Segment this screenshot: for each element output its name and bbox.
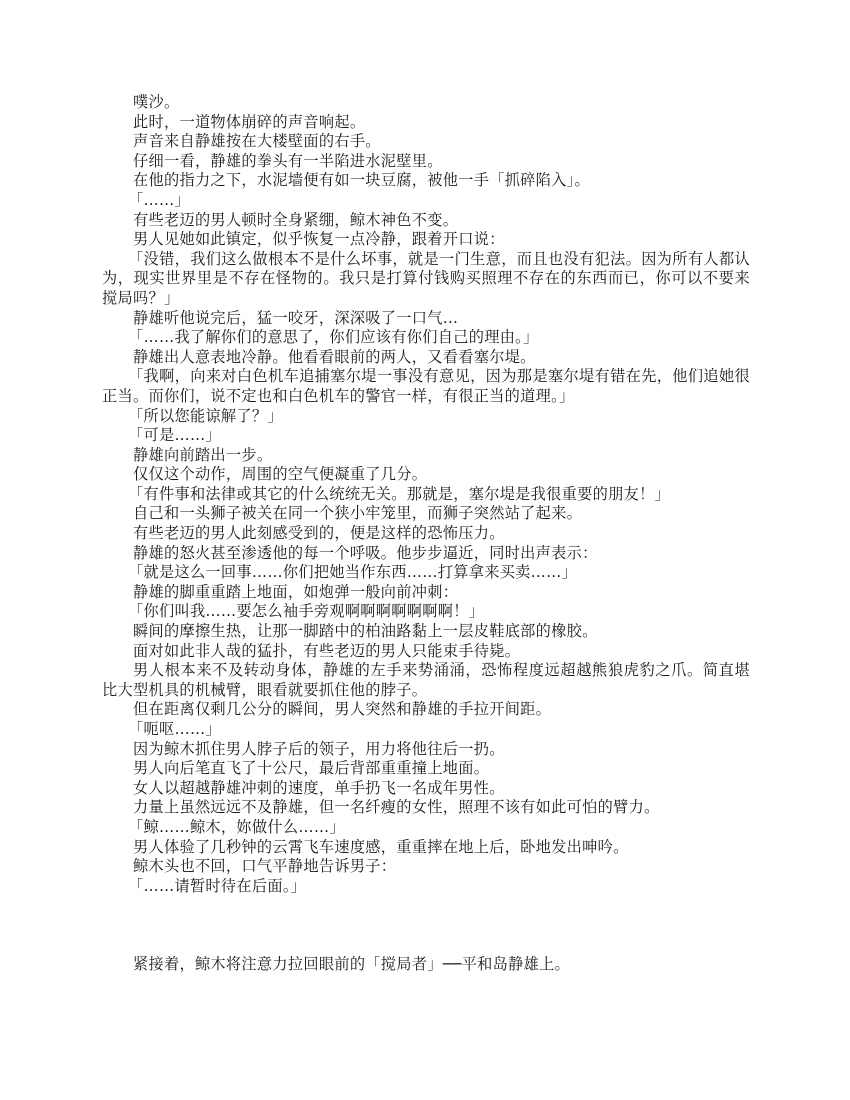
paragraph: 静雄向前踏出一步。: [133, 445, 273, 464]
dialog-paragraph: 「呃呕……」: [128, 720, 221, 738]
paragraph: 静雄出人意表地冷静。他看看眼前的两人，又看看塞尔堤。: [133, 347, 536, 366]
paragraph: 自己和一头狮子被关在同一个狭小牢笼里，而狮子突然站了起来。: [133, 504, 583, 523]
paragraph: 声音来自静雄按在大楼壁面的右手。: [133, 132, 381, 151]
paragraph: 静雄的怒火甚至渗透他的每一个呼吸。他步步逼近，同时出声表示：: [133, 543, 598, 562]
text-section-after-break: [102, 955, 750, 975]
paragraph: 有些老迈的男人此刻感受到的，便是这样的恐怖压力。: [133, 524, 505, 543]
paragraph: 女人以超越静雄冲刺的速度，单手扔飞一名成年男性。: [133, 778, 505, 797]
paragraph: 在他的指力之下，水泥墙便有如一块豆腐，被他一手「抓碎陷入」。: [133, 171, 591, 190]
dialog-paragraph: 「……」: [128, 190, 190, 209]
dialog-paragraph: 「我啊，向来对白色机车追捕塞尔堤一事没有意见，因为那是塞尔堤有错在先，他们追她很正当。而你们，说不定也和白色机车的警官一样，有很正当的道理。」: [102, 367, 750, 405]
paragraph: 力量上虽然远远不及静雄，但一名纤瘦的女性，照理不该有如此可怕的臂力。: [133, 798, 660, 817]
dialog-paragraph: 「……我了解你们的意思了，你们应该有你们自己的理由。」: [128, 328, 539, 347]
paragraph: 静雄听他说完后，猛一咬牙，深深吸了一口气…: [133, 308, 459, 327]
paragraph: 面对如此非人哉的猛扑，有些老迈的男人只能束手待毙。: [133, 641, 521, 660]
section-break: [102, 896, 750, 955]
dialog-paragraph: 「有件事和法律或其它的什么统统无关。那就是，塞尔堤是我很重要的朋友！」: [128, 484, 671, 503]
paragraph: 仅仅这个动作，周围的空气便凝重了几分。: [133, 465, 428, 484]
paragraph: 男人根本来不及转动身体，静雄的左手来势涌涌，恐怖程度远超越熊狼虎豹之爪。简直堪比大型机具的机械臂，眼看就要抓住他的脖子。: [102, 661, 750, 699]
paragraph: 噗沙。: [133, 93, 180, 111]
dialog-paragraph: 「没错，我们这么做根本不是什么坏事，就是一门生意，而且也没有犯法。因为所有人都认为，现实世界里是不存在怪物的。我只是打算付钱购买照理不存在的东西而已，你可以不要来搅局吗？」: [102, 249, 750, 307]
paragraph: 男人向后笔直飞了十公尺，最后背部重重撞上地面。: [133, 759, 490, 778]
paragraph: 紧接着，鲸木将注意力拉回眼前的「搅局者」──平和岛静雄上。: [133, 955, 571, 974]
paragraph: 因为鲸木抓住男人脖子后的领子，用力将他往后一扔。: [133, 739, 505, 758]
paragraph: 有些老迈的男人顿时全身紧绷，鲸木神色不变。: [133, 210, 459, 229]
dialog-paragraph: 「……请暂时待在后面。」: [128, 876, 307, 895]
dialog-paragraph: 「可是……」: [128, 426, 221, 445]
paragraph: 静雄的脚重重踏上地面，如炮弹一般向前冲刺：: [133, 582, 459, 601]
paragraph: 瞬间的摩擦生热，让那一脚踏中的柏油路黏上一层皮鞋底部的橡胶。: [133, 622, 598, 641]
dialog-paragraph: 「所以您能谅解了？」: [128, 406, 283, 425]
paragraph: 仔细一看，静雄的拳头有一半陷进水泥壁里。: [133, 151, 443, 170]
dialog-paragraph: 「鲸……鲸木，妳做什么……」: [128, 817, 345, 836]
dialog-paragraph: 「就是这么一回事……你们把她当作东西……打算拿来买卖……」: [128, 563, 578, 582]
document-page: [102, 93, 750, 975]
text-section-main: [102, 93, 750, 896]
paragraph: 但在距离仅剩几公分的瞬间，男人突然和静雄的手拉开间距。: [133, 700, 552, 719]
dialog-paragraph: 「你们叫我……要怎么袖手旁观啊啊啊啊啊啊啊！」: [128, 602, 485, 621]
paragraph: 此时，一道物体崩碎的声音响起。: [133, 112, 366, 131]
paragraph: 男人体验了几秒钟的云霄飞车速度感，重重摔在地上后，卧地发出呻吟。: [133, 837, 629, 856]
paragraph: 鲸木头也不回，口气平静地告诉男子：: [133, 857, 397, 876]
paragraph: 男人见她如此镇定，似乎恢复一点冷静，跟着开口说：: [133, 230, 505, 249]
